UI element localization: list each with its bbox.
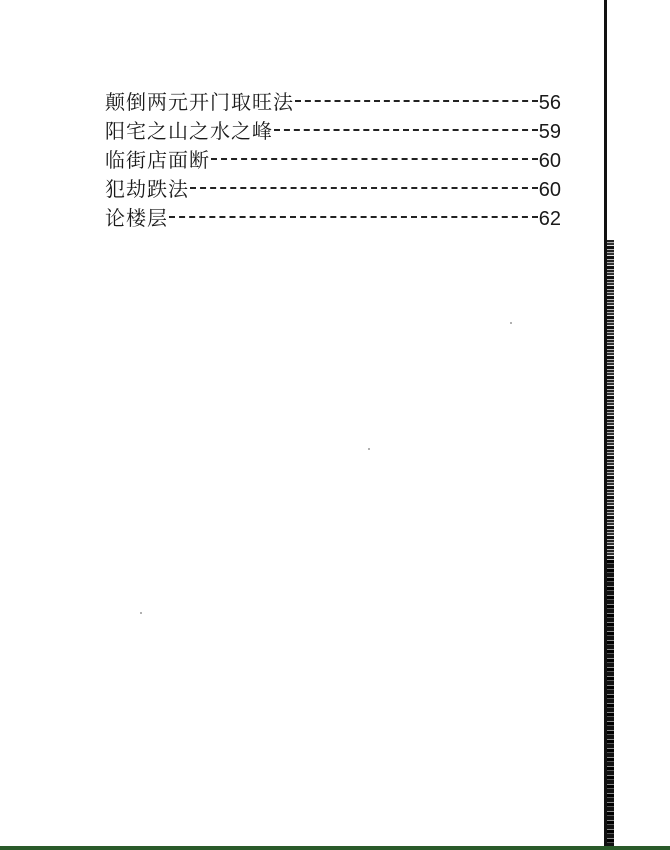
- toc-entry: [105, 117, 561, 146]
- toc-entry-page: 56: [538, 92, 561, 114]
- scan-bottom-edge: [0, 846, 670, 850]
- toc-entry: [105, 146, 561, 175]
- scan-speck: [140, 612, 142, 614]
- toc-entry-title: 临街店面断: [105, 148, 210, 172]
- toc-entry-title: 颠倒两元开门取旺法: [105, 90, 294, 114]
- toc-leader-dashes: [274, 129, 538, 131]
- binding-strip-dark: [607, 560, 614, 850]
- toc-leader-dashes: [295, 100, 538, 102]
- toc-entry: [105, 175, 561, 204]
- toc-entry: [105, 204, 561, 233]
- toc-entry-page: 60: [538, 179, 561, 201]
- toc-entry-title: 论楼层: [105, 206, 168, 230]
- toc-entry-title: 犯劫跌法: [105, 177, 189, 201]
- scan-speck: [510, 322, 512, 324]
- scan-right-edge: [604, 0, 670, 850]
- toc-entry-page: 62: [538, 208, 561, 230]
- toc-leader-dashes: [169, 216, 538, 218]
- toc-entry-title: 阳宅之山之水之峰: [105, 119, 273, 143]
- toc-entry-page: 59: [538, 121, 561, 143]
- toc-entry: [105, 88, 561, 117]
- toc-leader-dashes: [190, 187, 538, 189]
- toc-entry-page: 60: [538, 150, 561, 172]
- scan-speck: [368, 448, 370, 450]
- table-of-contents: [105, 88, 561, 233]
- toc-leader-dashes: [211, 158, 538, 160]
